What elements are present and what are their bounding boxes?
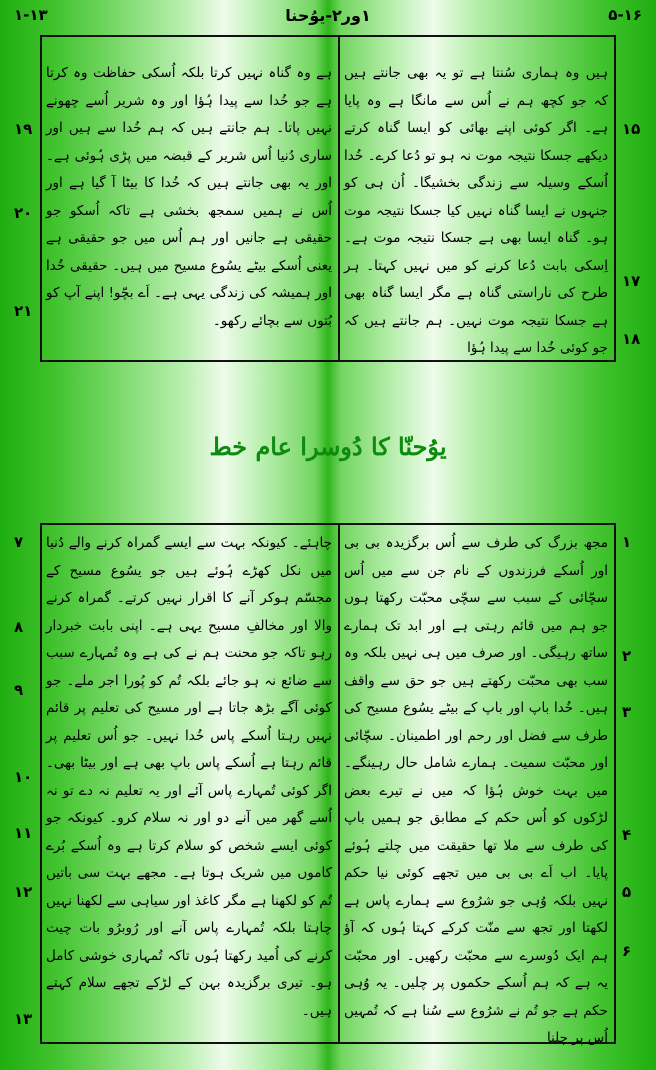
letter2-top-rule — [40, 523, 616, 525]
left-page-reference: ۱-۱۳ — [14, 6, 48, 24]
verse-number: ۸ — [14, 618, 24, 636]
verse-number: ۲۰ — [14, 204, 33, 222]
verse-number: ۱۵ — [622, 120, 641, 138]
left-margin-rule-bottom — [40, 523, 42, 1044]
section-heading: یوُحنّا کا دُوسرا عام خط — [209, 432, 447, 461]
verse-number: ۱۱ — [14, 824, 33, 842]
verse-number: ۵ — [622, 883, 632, 901]
verse-number: ۷ — [14, 533, 24, 551]
right-margin-rule-bottom — [614, 523, 616, 1044]
verse-number: ۲ — [622, 647, 632, 665]
header-rule — [40, 35, 616, 37]
verse-number: ۹ — [14, 681, 24, 699]
letter2-left-column-text: چاہئے۔ کیونکہ بہت سے ایسے گمراہ کرنے والے دُنیا میں نکل کھڑے ہُوئے ہیں جو یسُوع مسیح کے مجسّم ہوکر آنے کا اقرار نہیں کرتے۔ گمراہ کرنے والا اور مخالفِ مسیح یہی ہے۔ اپنی بابت خبردار رہو تاکہ جو محنت ہم نے کی ہے وہ تُمہارے سبب سے ضائع نہ ہو جائے بلکہ تُم کو پُورا اجر ملے۔ جو کوئی آگے بڑھ جاتا ہے اور مسیح کی تعلیم پر قائم نہیں رہتا اُسکے پاس خُدا نہیں۔ جو اُس تعلیم پر قائم رہتا ہے اُسکے پاس باپ بھی ہے اور بیٹا بھی۔ اگر کوئی تُمہارے پاس آئے اور یہ تعلیم نہ دے تو نہ اُسے گھر میں آنے دو اور نہ سلام کرو۔ کیونکہ جو کوئی ایسے شخص کو سلام کرتا ہے وہ اُسکے بُرے کاموں میں شریک ہوتا ہے۔ مجھے بہت سی باتیں تُم کو لکھنا ہے مگر کاغذ اور سیاہی سے لکھنا نہیں چاہتا بلکہ تُمہارے پاس آنے اور رُوبرُو بات چیت کرنے کی اُمید رکھتا ہُوں تاکہ تُمہاری خوشی کامل ہو۔ تیری برگزیدہ بہن کے لڑکے تجھے سلام کہتے ہیں۔ — [46, 535, 332, 1019]
right-page-reference: ۵-۱۶ — [608, 6, 642, 24]
verse-number: ۱۸ — [622, 330, 641, 348]
letter1-left-column-text: ہے وہ گناہ نہیں کرتا بلکہ اُسکی حفاظت وہ کرتا ہے جو خُدا سے پیدا ہُؤا اور وہ شریر اُسے چھونے نہیں پاتا۔ ہم جانتے ہیں کہ ہم خُدا سے ہیں اور ساری دُنیا اُس شریر کے قبضہ میں پڑی ہُوئی ہے۔ اور یہ بھی جانتے ہیں کہ خُدا کا بیٹا آ گیا ہے اور اُس نے ہمیں سمجھ بخشی ہے تاکہ اُسکو جو حقیقی ہے جانیں اور ہم اُس میں جو حقیقی ہے یعنی اُسکے بیٹے یسُوع مسیح میں ہیں۔ حقیقی خُدا اور ہمیشہ کی زندگی یہی ہے۔ اَے بچّو! اپنے آپ کو بُتوں سے بچائے رکھو۔ — [46, 65, 332, 329]
verse-number: ۱۳ — [14, 1010, 33, 1028]
letter2-right-column-text: مجھ بزرگ کی طرف سے اُس برگزیدہ بی بی اور اُسکے فرزندوں کے نام جن سے میں اُس سچّائی کے سبب سے سچّی محبّت رکھتا ہوں جو ہم میں قائم رہتی ہے اور ابد تک ہمارے ساتھ رہیگی۔ اور صرف میں ہی نہیں بلکہ وہ سب بھی محبّت رکھتے ہیں جو حق سے واقف ہیں۔ خُدا باپ اور باپ کے بیٹے یسُوع مسیح کی طرف سے فضل اور رحم اور اطمینان۔ سچّائی اور محبّت سمیت۔ ہمارے شامل حال رہینگے۔ میں بہت خوش ہُؤا کہ میں نے تیرے بعض لڑکوں کو اُس حکم کے مطابق جو ہمیں باپ کی طرف سے ملا تھا حقیقت میں چلتے ہُوئے پایا۔ اب اَے بی بی میں تجھے کوئی نیا حکم نہیں بلکہ وُہی جو شرُوع سے ہمارے پاس ہے لکھتا اور تجھ سے منّت کرکے کہتا ہُوں کہ آؤ ہم ایک دُوسرے سے محبّت رکھیں۔ اور محبّت یہ ہے کہ ہم اُسکے حکموں پر چلیں۔ یہ وُہی حکم ہے جو تُم نے شرُوع سے سُنا ہے کہ تُمہیں اُس پر چلنا — [344, 535, 608, 1046]
right-margin-rule-top — [614, 35, 616, 362]
verse-number: ۴ — [622, 826, 632, 844]
verse-number: ۱۲ — [14, 883, 33, 901]
left-margin-rule-top — [40, 35, 42, 362]
center-column-rule-bottom — [338, 523, 340, 1044]
letter1-right-column-text: ہیں وہ ہماری سُنتا ہے تو یہ بھی جانتے ہیں کہ جو کچھ ہم نے اُس سے مانگا ہے وہ پایا ہے۔ اگر کوئی اپنے بھائی کو ایسا گناہ کرتے دیکھے جسکا نتیجہ موت نہ ہو تو دُعا کرے۔ خُدا اُسکے وسیلہ سے زندگی بخشیگا۔ اُن ہی کو جنہوں نے ایسا گناہ نہیں کیا جسکا نتیجہ موت ہو۔ گناہ ایسا بھی ہے جسکا نتیجہ موت ہے۔ اِسکی بابت دُعا کرنے کو میں نہیں کہتا۔ ہر طرح کی ناراستی گناہ ہے مگر ایسا گناہ بھی ہے جسکا نتیجہ موت نہیں۔ ہم جانتے ہیں کہ جو کوئی خُدا سے پیدا ہُؤا — [344, 65, 608, 356]
verse-number: ۱۹ — [14, 120, 33, 138]
verse-number: ۱۷ — [622, 272, 641, 290]
verse-number: ۳ — [622, 703, 632, 721]
verse-number: ۱۰ — [14, 768, 33, 786]
verse-number: ۱ — [622, 533, 632, 551]
center-column-rule-top — [338, 35, 340, 362]
page-title: ۱ور۲-یوُحنا — [285, 6, 371, 25]
verse-number: ۶ — [622, 942, 632, 960]
verse-number: ۲۱ — [14, 302, 33, 320]
